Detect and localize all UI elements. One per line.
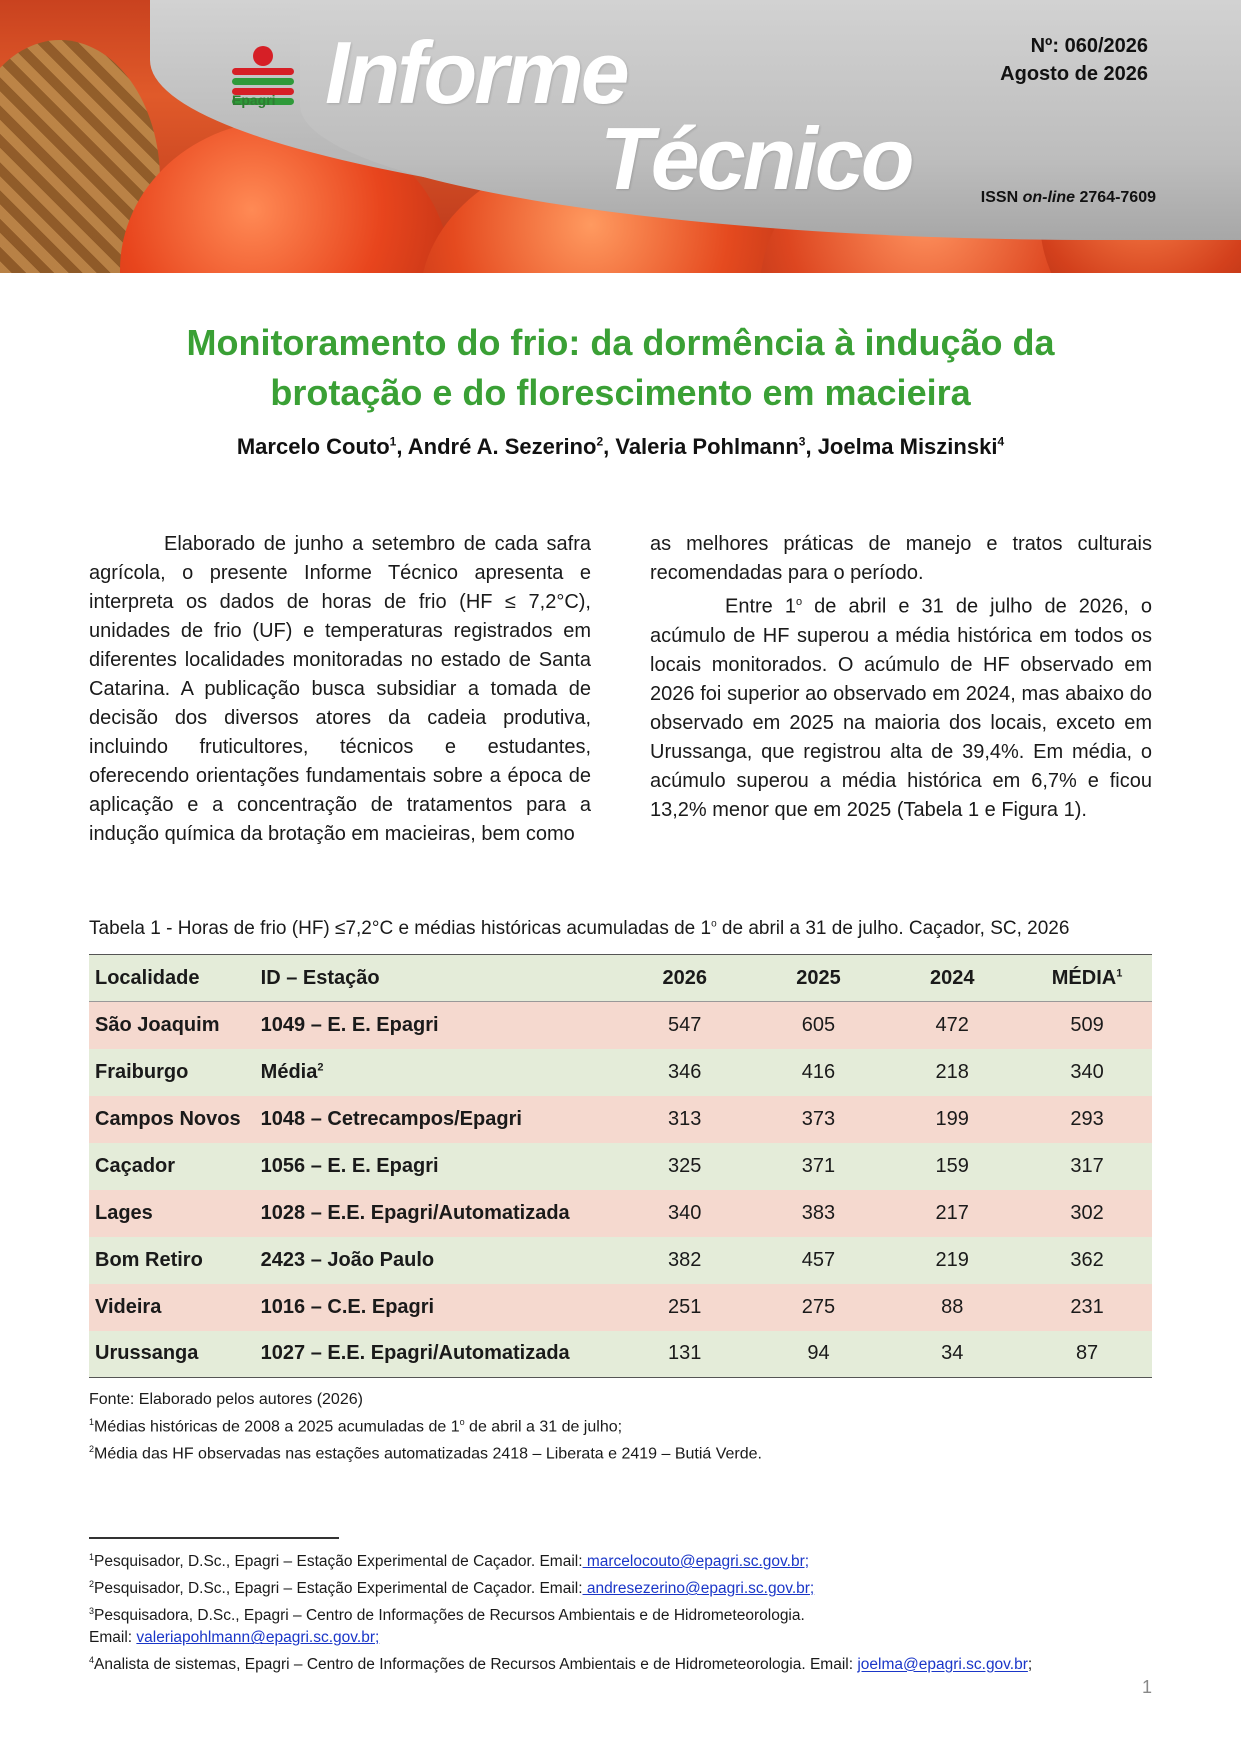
footnote: $^3$Pesquisadora, D.Sc., Epagri – Centro de Informações de Recursos Ambientais e de Hidrometeorologia. (89, 1606, 805, 1625)
footnote: $^1$Pesquisador, D.Sc., Epagri – Estação Experimental de Caçador. Email: marcelocouto@epagri.sc.gov.br; (89, 1552, 810, 1571)
page-number: 1 (1141, 1677, 1152, 1697)
table-note: $^1$Médias históricas de 2008 a 2025 acumuladas de 1$^o$ de abril a 31 de julho; (89, 1417, 623, 1436)
issue-info (1000, 32, 1148, 88)
author: André A. Sezerino$^2$, (407, 434, 616, 459)
table-note: $^2$Média das HF observadas nas estações automatizadas 2418 – Liberata e 2419 – Butiá Verde. (89, 1444, 762, 1463)
body-paragraph: Elaborado de junho a setembro de cada safra agrícola, o presente Informe Técnico apresenta e interpreta os dados de horas de frio (HF ≤ 7,2°C), unidades de frio (UF) e temperaturas registrados em diferentes localidades monitoradas no estado de Santa Catarina. A publicação busca subsidiar a tomada de decisão dos diversos atores da cadeia produtiva, incluindo fruticultores, técnicos e estudantes, oferecendo orientações fundamentais sobre a época de aplicação e a concentração de tratamentos para a indução química da brotação em macieiras, bem como (89, 533, 591, 845)
body-column-right (650, 530, 1152, 825)
table-row: Fraiburgo Média$^2$ 346 416 218 340 (89, 1049, 1152, 1096)
author-email-link[interactable]: joelma@epagri.sc.gov.br (857, 1656, 1028, 1674)
table-row: Videira 1016 – C.E. Epagri 251 275 88 231 (89, 1284, 1152, 1331)
publication-title-line1: Informe (325, 23, 627, 122)
author-list (60, 434, 1181, 460)
author-email-link[interactable]: andresezerino@epagri.sc.gov.br; (582, 1580, 815, 1598)
logo-text: Epagri (232, 92, 276, 108)
column-header: 2026 (615, 955, 749, 1002)
footnotes (89, 1546, 1032, 1677)
column-header: 2025 (749, 955, 883, 1002)
table-notes (89, 1389, 762, 1466)
column-header: MÉDIA$^1$ (1016, 955, 1152, 1002)
author: Joelma Miszinski$^4$ (817, 434, 1005, 459)
body-column-left (89, 530, 591, 849)
body-paragraph-continuation: as melhores práticas de manejo e tratos culturais recomendadas para o período. (650, 533, 1152, 584)
footnote: Email: valeriapohlmann@epagri.sc.gov.br; (89, 1629, 380, 1647)
footnote-divider (89, 1537, 339, 1539)
publication-title-line2: Técnico (600, 109, 912, 208)
body-paragraph: Entre 1$^o$ de abril e 31 de julho de 2026, o acúmulo de HF superou a média histórica em todos os locais monitorados. O acúmulo de HF observado em 2026 foi superior ao observado em 2024, mas abaixo do observado em 2025 na maioria dos locais, exceto em Urussanga, que registrou alta de 39,4%. Em média, o acúmulo superou a média histórica em 6,7% e ficou 13,2% menor que em 2025 (Tabela 1 e Figura 1). (650, 595, 1153, 821)
table-caption: Tabela 1 - Horas de frio (HF) ≤7,2°C e médias históricas acumuladas de 1$^o$ de abril a 31 de julho. Caçador, SC, 2026 (89, 918, 1070, 939)
table-header-row (89, 955, 1152, 1002)
article-title: Monitoramento do frio: da dormência à indução da brotação e do florescimento em macieira (186, 322, 1055, 413)
issn: ISSN on-line 2764-7609 (980, 189, 1156, 206)
column-header: Localidade (89, 955, 255, 1002)
issue-date: Agosto de 2026 (1000, 63, 1148, 85)
table-row: Bom Retiro 2423 – João Paulo 382 457 219 362 (89, 1237, 1152, 1284)
column-header: ID – Estação (255, 955, 615, 1002)
author: Valeria Pohlmann$^3$, (615, 434, 818, 459)
author: Marcelo Couto$^1$, (236, 434, 408, 459)
table-row: Caçador 1056 – E. E. Epagri 325 371 159 317 (89, 1143, 1152, 1190)
table-row: São Joaquim 1049 – E. E. Epagri 547 605 472 509 (89, 1002, 1152, 1049)
table-source: Fonte: Elaborado pelos autores (2026) (89, 1391, 363, 1408)
header-banner (0, 0, 1241, 273)
table-row: Lages 1028 – E.E. Epagri/Automatizada 340 383 217 302 (89, 1190, 1152, 1237)
chill-hours-table (89, 954, 1152, 1378)
table-row: Urussanga 1027 – E.E. Epagri/Automatizada 131 94 34 87 (89, 1331, 1152, 1378)
footnote: $^2$Pesquisador, D.Sc., Epagri – Estação Experimental de Caçador. Email: andresezerino@epagri.sc.gov.br; (89, 1579, 815, 1598)
table-row: Campos Novos 1048 – Cetrecampos/Epagri 313 373 199 293 (89, 1096, 1152, 1143)
issue-number: Nº: 060/2026 (1030, 35, 1148, 57)
column-header: 2024 (882, 955, 1016, 1002)
footnote: $^4$Analista de sistemas, Epagri – Centro de Informações de Recursos Ambientais e de Hidrometeorologia. Email: joelma@epagri.sc.gov.br; (89, 1655, 1033, 1674)
author-email-link[interactable]: marcelocouto@epagri.sc.gov.br; (582, 1553, 810, 1571)
author-email-link[interactable]: valeriapohlmann@epagri.sc.gov.br; (136, 1629, 380, 1647)
